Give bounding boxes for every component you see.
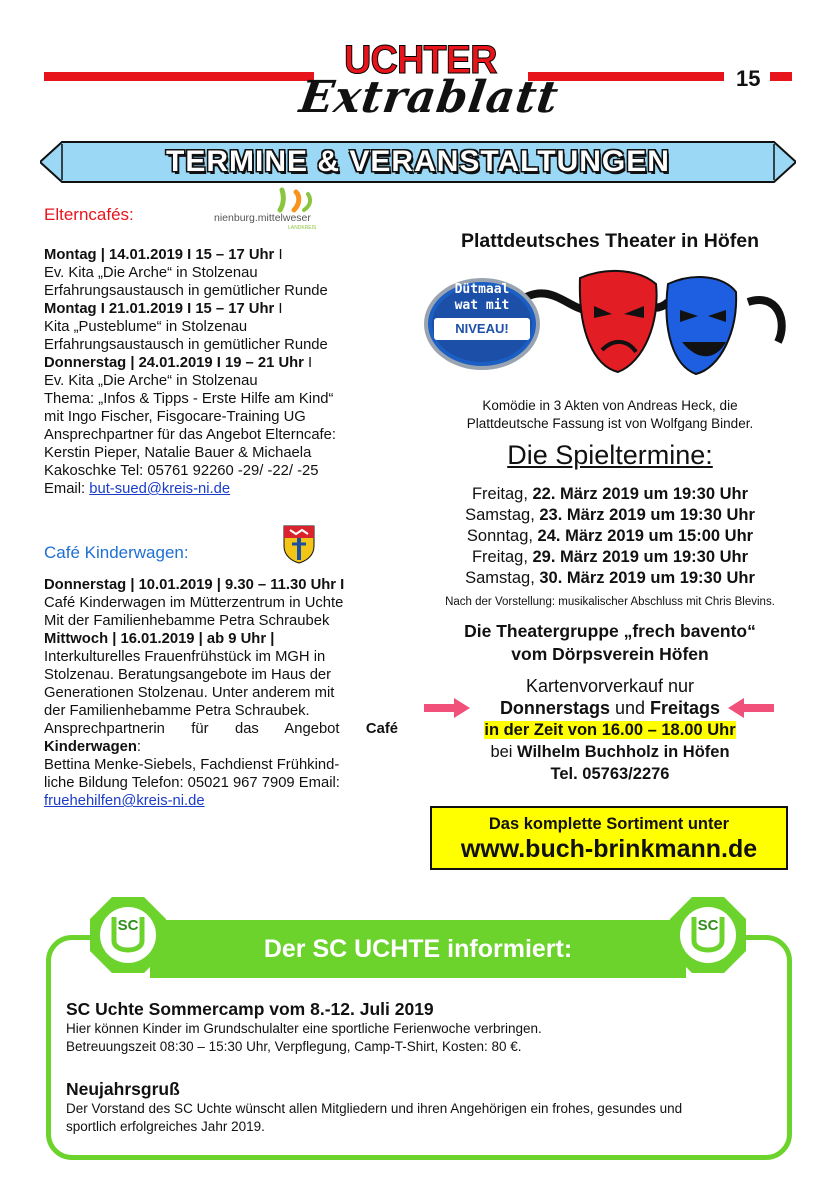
sc-text: sportlich erfolgreiches Jahr 2019. [66,1119,265,1134]
presale-person: Wilhelm Buchholz in Höfen [517,743,730,761]
email-label: Email: [44,481,90,497]
badge-line: wat mit [454,298,510,313]
kinderwagen-heading: Café Kinderwagen: [44,543,189,562]
spieltermin-row [410,484,810,505]
spieltermin-day: Samstag, [465,506,540,524]
presale-and: und [609,698,651,718]
header-rule-end [770,72,792,81]
presale-at: bei [490,743,518,761]
event-line: Interkulturelles Frauenfrühstück im MGH in [44,649,326,665]
event-date: Montag | 14.01.2019 I 15 – 17 Uhr [44,247,275,263]
email-link-but-sued[interactable]: but-sued@kreis-ni.de [89,481,231,497]
event-line: Café Kinderwagen im Mütterzentrum in Uchte [44,595,344,611]
theater-desc-line: Komödie in 3 Akten von Andreas Heck, die [482,398,738,413]
sc-uchte-logo-icon [668,895,748,975]
theater-title: Plattdeutsches Theater in Höfen [461,230,759,252]
theater-desc-line: Plattdeutsche Fassung ist von Wolfgang Binder. [466,416,754,431]
spieltermin-row [410,547,810,568]
badge-line: Dütmaal [454,282,510,297]
spieltermin-row [410,568,810,589]
after-show-note: Nach der Vorstellung: musikalischer Abschluss mit Chris Blevins. [445,596,775,608]
event-sep: I [303,355,313,371]
event-theme: mit Ingo Fischer, Fisgocare-Training UG [44,409,306,425]
badge-niveau: NIVEAU! [434,318,530,340]
contact-colon: : [136,739,142,755]
event-line: Stolzenau. Beratungsangebote im Haus der [44,667,332,683]
event-date: Montag I 21.01.2019 I 15 – 17 Uhr [44,301,275,317]
spieltermin-when: 24. März 2019 um 15:00 Uhr [537,527,754,545]
spieltermin-day: Samstag, [465,569,540,587]
spieltermin-day: Freitag, [471,485,533,503]
theater-group [410,620,810,666]
ad-line-1: Das komplette Sortiment unter [488,815,730,833]
sc-title: Der SC UCHTE informiert: [263,935,573,963]
event-place: Ev. Kita „Die Arche“ in Stolzenau [44,265,258,281]
ad-url[interactable]: www.buch-brinkmann.de [460,835,758,863]
spieltermin-when: 22. März 2019 um 19:30 Uhr [532,485,749,503]
masthead-extrablatt: Extrablatt [296,72,563,123]
sc-content [66,998,776,1136]
spieltermin-row [410,526,810,547]
event-date: Mittwoch | 16.01.2019 | ab 9 Uhr | [44,631,275,647]
event-desc: Erfahrungsaustausch in gemütlicher Runde [44,283,328,299]
presale-phone: Tel. 05763/2276 [550,765,670,783]
kinderwagen-list [44,576,398,810]
theater-group-line: Die Theatergruppe „frech bavento“ [464,621,756,641]
sc-text: Hier können Kinder im Grundschulalter eine sportliche Ferienwoche verbringen. [66,1021,542,1036]
banner-title: TERMINE & VERANSTALTUNGEN [166,145,670,178]
spieltermine-list [410,484,810,589]
event-sep: I [274,301,283,317]
event-sep: I [274,247,283,263]
contact-bold: Café Kinderwagen [44,721,398,755]
presale-day: Donnerstags [499,698,610,718]
event-desc: Erfahrungsaustausch in gemütlicher Runde [44,337,328,353]
event-date: Donnerstag | 10.01.2019 | 9.30 – 11.30 Uhr I [44,577,345,593]
spieltermin-row [410,505,810,526]
spieltermin-day: Sonntag, [466,527,538,545]
spieltermin-when: 23. März 2019 um 19:30 Uhr [539,506,755,524]
event-theme: Thema: „Infos & Tipps - Erste Hilfe am Kind“ [44,391,334,407]
sc-uchte-logo-icon [88,895,168,975]
event-line: Mit der Familienhebamme Petra Schraubek [44,613,330,629]
spieltermin-when: 30. März 2019 um 19:30 Uhr [539,569,755,587]
badge-text [430,282,534,314]
presale-day: Freitags [650,698,721,718]
presale-line-1: Kartenvorverkauf nur [525,676,695,696]
coat-of-arms-icon [282,524,316,564]
contact-line: Ansprechpartner für das Angebot Elterncafe: [44,427,337,443]
theater-group-line: vom Dörpsverein Höfen [511,644,709,664]
presale-time: in der Zeit von 16.00 – 18.00 Uhr [484,721,736,739]
sc-heading: SC Uchte Sommercamp vom 8.-12. Juli 2019 [66,999,434,1019]
contact-line: Kerstin Pieper, Natalie Bauer & Michaela [44,445,312,461]
event-place: Ev. Kita „Die Arche“ in Stolzenau [44,373,258,389]
masthead-uchter: UCHTER [344,38,497,82]
sc-logo-text: SC [117,917,139,934]
buch-brinkmann-ad[interactable] [430,806,788,870]
sc-heading: Neujahrsgruß [66,1079,180,1099]
theater-desc [410,397,810,433]
landkreis-logo-sub: LANDKREIS [288,225,317,231]
elterncafes-list [44,246,398,498]
contact-line: Bettina Menke-Siebels, Fachdienst Frühkind- [44,757,340,773]
kinderwagen-heading-row [44,544,398,563]
event-line: der Familienhebamme Petra Schraubek. [44,703,310,719]
sc-text: Betreuungszeit 08:30 – 15:30 Uhr, Verpflegung, Camp-T-Shirt, Kosten: 80 €. [66,1039,522,1054]
contact-line: Kakoschke Tel: 05761 92260 -29/ -22/ -25 [44,463,319,479]
elterncafes-heading: Elterncafés: [44,205,134,224]
spieltermin-when: 29. März 2019 um 19:30 Uhr [532,548,749,566]
header-rule-left [44,72,314,81]
page-number: 15 [736,66,761,91]
event-place: Kita „Pusteblume“ in Stolzenau [44,319,248,335]
sc-logo-text: SC [697,917,719,934]
contact-line: Ansprechpartnerin für das Angebot [44,721,366,737]
sc-text: Der Vorstand des SC Uchte wünscht allen Mitgliedern und ihren Angehörigen ein frohes, gesundes und [66,1101,683,1116]
contact-line: liche Bildung Telefon: 05021 967 7909 Email: [44,775,340,791]
landkreis-logo-text: nienburg.mittelweser [214,212,311,224]
spieltermine-heading: Die Spieltermine: [507,440,713,470]
email-link-fruehehilfen[interactable]: fruehehilfen@kreis-ni.de [44,793,205,809]
presale-line-2 [410,698,810,719]
presale-line-3 [410,721,810,740]
spieltermin-day: Freitag, [471,548,533,566]
presale-line-4 [410,743,810,762]
event-line: Generationen Stolzenau. Unter anderem mit [44,685,335,701]
event-date: Donnerstag | 24.01.2019 I 19 – 21 Uhr [44,355,304,371]
